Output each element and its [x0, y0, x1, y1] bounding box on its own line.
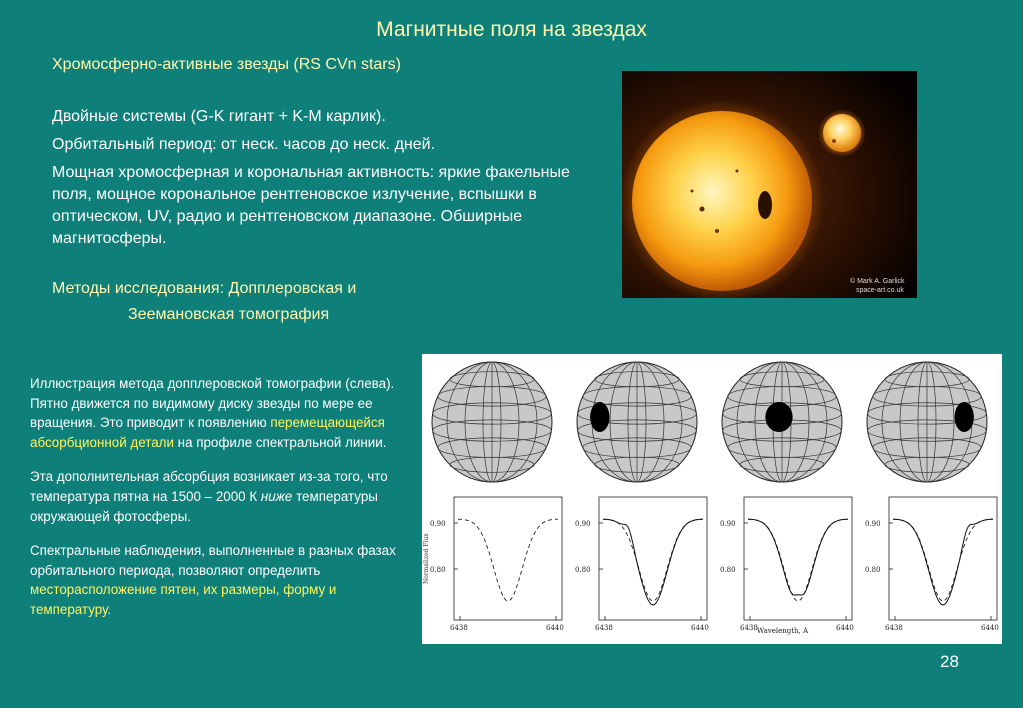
profile-panel-4 [865, 497, 999, 632]
image-credit-1: © Mark A. Garlick [850, 278, 905, 285]
spotted-profile [748, 519, 848, 595]
y-tick-label: 0.80 [430, 566, 446, 574]
y-tick-label: 0.90 [865, 520, 881, 528]
y-tick-label: 0.90 [720, 520, 736, 528]
sphere-row [432, 362, 987, 482]
profile-row [423, 497, 999, 635]
x-tick-label: 6438 [740, 624, 758, 632]
profile-frame [744, 497, 852, 620]
methods-line-2: Зеемановская томография [128, 306, 330, 323]
methods-line-1: Методы исследования: Допплеровская и [52, 280, 357, 297]
y-tick-label: 0.90 [430, 520, 446, 528]
star-spot [765, 402, 792, 432]
x-tick-label: 6440 [546, 624, 564, 632]
paragraph-1-highlight: перемещающейся абсорбционной детали [30, 415, 385, 450]
spotted-profile [603, 519, 703, 605]
spotted-profile [893, 519, 993, 605]
image-credit-2: space-art.co.uk [856, 287, 904, 294]
starspot-small [700, 207, 705, 212]
paragraph-3-highlight: месторасположение пятен, их размеры, форму и температуру. [30, 582, 337, 617]
explanation-text [30, 374, 400, 635]
x-tick-label: 6440 [836, 624, 854, 632]
profile-panel-3 [720, 497, 854, 632]
description-line-1: Двойные системы (G-K гигант + K-M карлик). [52, 108, 386, 125]
star-spot [590, 402, 609, 432]
binary-star-illustration [622, 71, 917, 298]
reference-profile [748, 519, 848, 601]
paragraph-2-text-a: Эта дополнительная абсорбция возникает из-за того, что температура пятна на 1500 – 2000 К [30, 469, 388, 504]
description-block [52, 106, 572, 256]
profile-frame [889, 497, 997, 620]
x-tick-label: 6438 [885, 624, 903, 632]
y-tick-label: 0.90 [575, 520, 591, 528]
sphere-1 [432, 362, 552, 482]
x-axis-label: Wavelength, A [757, 627, 809, 635]
reference-profile [603, 519, 703, 601]
paragraph-2-text-b: температуры окружающей фотосферы. [30, 488, 378, 524]
description-line-3: Мощная хромосферная и корональная активность: яркие факельные поля, мощное корональное рентгеновское излучение, вспышки в оптическом, UV, радио и рентгеновском диапазоне. Обширные магнитосферы. [52, 164, 570, 247]
paragraph-1-text-b: на профиле спектральной линии. [173, 434, 387, 450]
y-axis-label: Normalized Flux [423, 533, 430, 584]
profile-panel-1 [430, 497, 564, 632]
profile-panel-2 [575, 497, 709, 632]
explanation-paragraph-1 [30, 374, 400, 452]
secondary-star [823, 114, 861, 152]
reference-profile [458, 519, 558, 601]
y-tick-label: 0.80 [865, 566, 881, 574]
slide-title: Магнитные поля на звездах [376, 18, 647, 41]
doppler-tomography-figure [422, 354, 1002, 644]
sphere-2 [577, 362, 697, 482]
x-tick-label: 6440 [691, 624, 709, 632]
x-tick-label: 6440 [981, 624, 999, 632]
starspot-large [758, 191, 772, 219]
page-number: 28 [940, 652, 959, 671]
paragraph-3-text-a: Спектральные наблюдения, выполненные в разных фазах орбитального периода, позволяют определить [30, 543, 396, 578]
x-tick-label: 6438 [595, 624, 613, 632]
y-tick-label: 0.80 [575, 566, 591, 574]
sphere-3 [722, 362, 842, 482]
profile-frame [454, 497, 562, 620]
explanation-paragraph-2 [30, 467, 400, 526]
reference-profile [893, 519, 993, 601]
paragraph-2-italic: ниже [260, 488, 293, 504]
sphere-4 [867, 362, 987, 482]
description-line-2: Орбитальный период: от неск. часов до неск. дней. [52, 136, 436, 153]
star-spot [955, 402, 974, 432]
x-tick-label: 6438 [450, 624, 468, 632]
primary-star [632, 111, 812, 291]
paragraph-1-text-a: Иллюстрация метода допплеровской томографии (слева). Пятно движется по видимому диску звезды по мере ее вращения. Это приводит к появлению [30, 376, 395, 431]
y-tick-label: 0.80 [720, 566, 736, 574]
slide-subtitle: Хромосферно-активные звезды (RS CVn stars) [52, 56, 401, 73]
explanation-paragraph-3 [30, 541, 400, 619]
profile-frame [599, 497, 707, 620]
